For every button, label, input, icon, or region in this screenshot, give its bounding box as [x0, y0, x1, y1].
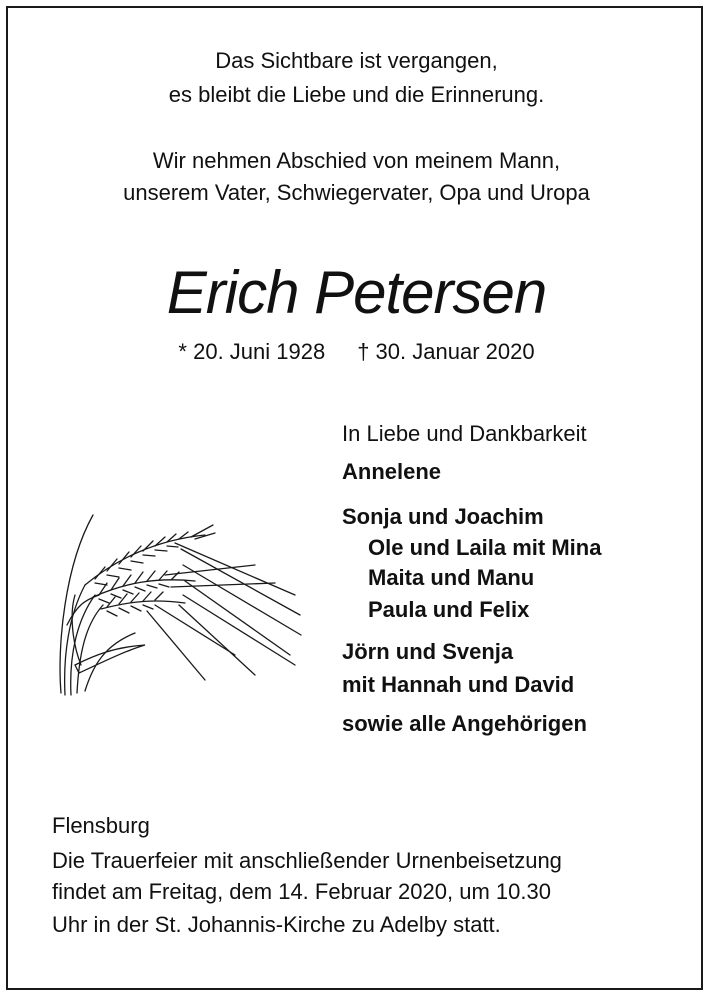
deceased-name: Erich Petersen: [166, 259, 547, 326]
mourner-line: Ole und Laila mit Mina: [368, 535, 602, 560]
ceremony-line-3: Uhr in der St. Johannis-Kirche zu Adelby statt.: [52, 912, 501, 937]
mourner-line: Sonja und Joachim: [342, 504, 544, 529]
mourner-line: mit Hannah und David: [342, 672, 575, 697]
intro-line-3: Wir nehmen Abschied von meinem Mann,: [152, 148, 561, 173]
mourner-line: Annelene: [342, 459, 442, 484]
birth-date: * 20. Juni 1928: [178, 339, 326, 364]
wheat-ears-icon: [55, 505, 305, 700]
place-line: Flensburg: [52, 813, 150, 838]
mourner-line: sowie alle Angehörigen: [342, 711, 587, 736]
death-date: † 30. Januar 2020: [357, 339, 535, 364]
ceremony-line-1: Die Trauerfeier mit anschließender Urnenbeisetzung: [52, 848, 562, 873]
mourners-intro: In Liebe und Dankbarkeit: [342, 421, 587, 446]
ceremony-line-2: findet am Freitag, dem 14. Februar 2020, um 10.30: [52, 879, 551, 904]
intro-line-4: unserem Vater, Schwiegervater, Opa und Uropa: [123, 180, 590, 205]
mourner-line: Maita und Manu: [368, 565, 535, 590]
mourner-line: Paula und Felix: [368, 597, 530, 622]
mourner-line: Jörn und Svenja: [342, 639, 514, 664]
intro-line-2: es bleibt die Liebe und die Erinnerung.: [168, 82, 545, 107]
life-dates: [0, 337, 713, 367]
intro-line-1: Das Sichtbare ist vergangen,: [215, 48, 498, 73]
